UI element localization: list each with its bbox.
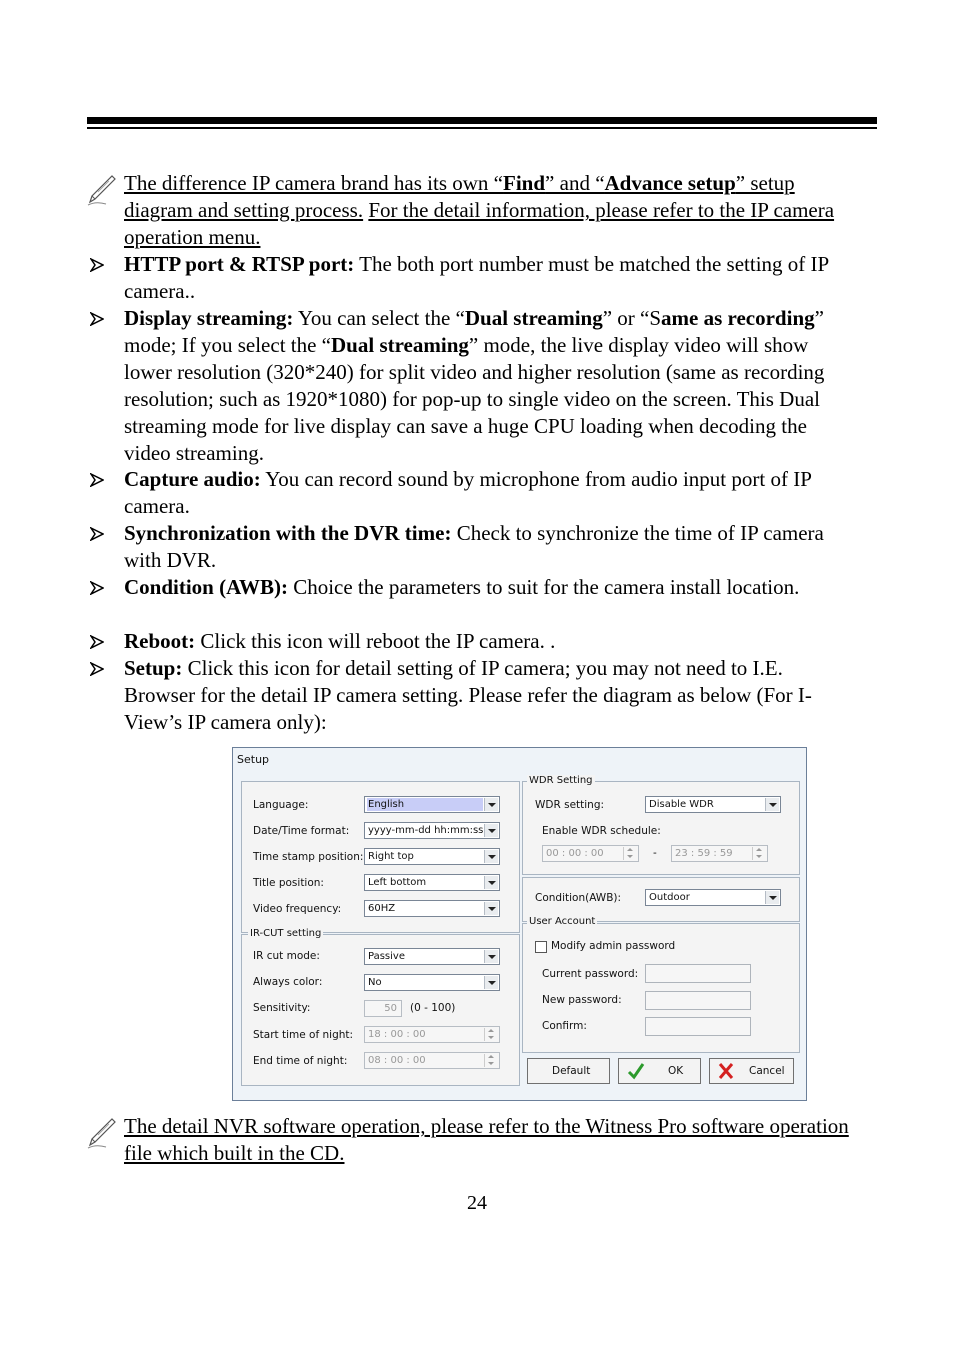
pen-note-icon <box>86 1115 118 1149</box>
bullet-reboot: Reboot: Click this icon will reboot the IP camera. . <box>90 628 830 655</box>
sensitivity-range: (0 - 100) <box>410 1002 456 1014</box>
chevron-down-icon <box>484 850 498 863</box>
note-find-advance: The difference IP camera brand has its own “Find” and “Advance setup” setup diagram and setting process. For the detail information, please refer to the IP camera operation menu. <box>124 171 835 249</box>
video-frequency-select[interactable]: 60HZ <box>364 900 500 917</box>
title-position-select[interactable]: Left bottom <box>364 874 500 891</box>
wdr-schedule-label: Enable WDR schedule: <box>542 825 661 837</box>
end-time-night-label: End time of night: <box>253 1055 348 1067</box>
always-color-label: Always color: <box>253 976 323 988</box>
arrow-bullet-icon <box>90 635 104 649</box>
current-password-input[interactable] <box>645 964 751 983</box>
ok-button[interactable]: OK <box>618 1058 701 1084</box>
user-account-group-label: User Account <box>529 916 596 927</box>
chevron-down-icon <box>484 824 498 837</box>
bullet-setup: Setup: Click this icon for detail setting of IP camera; you may not need to I.E. Browser for the detail IP camera setting. Please refer the diagram as below (For I-View’s IP camera only): <box>90 655 830 736</box>
chevron-down-icon <box>484 902 498 915</box>
checkmark-icon <box>627 1062 645 1080</box>
pen-note-icon <box>86 172 118 206</box>
video-frequency-label: Video frequency: <box>253 903 342 915</box>
arrow-bullet-icon <box>90 258 104 272</box>
dialog-title: Setup <box>237 753 270 766</box>
new-password-label: New password: <box>542 994 622 1006</box>
default-button[interactable]: Default <box>527 1058 610 1084</box>
wdr-to-time-input[interactable]: 23 : 59 : 59 <box>671 845 768 862</box>
timestamp-position-select[interactable]: Right top <box>364 848 500 865</box>
datetime-format-select[interactable]: yyyy-mm-dd hh:mm:ss <box>364 822 500 839</box>
arrow-bullet-icon <box>90 581 104 595</box>
cancel-x-icon <box>718 1062 734 1080</box>
chevron-down-icon <box>765 891 779 904</box>
start-time-night-input[interactable]: 18 : 00 : 00 <box>364 1026 500 1043</box>
title-position-label: Title position: <box>253 877 324 889</box>
wdr-setting-select[interactable]: Disable WDR <box>645 796 781 813</box>
page-number: 24 <box>467 1192 487 1214</box>
wdr-setting-label: WDR setting: <box>535 799 605 811</box>
chevron-down-icon <box>484 950 498 963</box>
modify-password-checkbox[interactable] <box>535 941 547 953</box>
wdr-group-label: WDR Setting <box>529 775 593 786</box>
end-time-night-input[interactable]: 08 : 00 : 00 <box>364 1052 500 1069</box>
condition-awb-label: Condition(AWB): <box>535 892 622 904</box>
confirm-password-label: Confirm: <box>542 1020 587 1032</box>
language-select[interactable]: English <box>364 796 500 813</box>
datetime-format-label: Date/Time format: <box>253 825 350 837</box>
start-time-night-label: Start time of night: <box>253 1029 354 1041</box>
spinner-arrows-icon <box>484 1028 498 1041</box>
bullet-display-streaming: Display streaming: You can select the “Dual streaming” or “Same as recording” mode; If you select the “Dual streaming” mode, the live display video will show lower resolution (320*240) for split video and higher resolution (same as recording resolution; such as 1920*1080) for pop-up to single video on the screen. This Dual streaming mode for live display can save a huge CPU loading when decoding the video streaming. <box>90 305 830 467</box>
current-password-label: Current password: <box>542 968 639 980</box>
ircut-mode-select[interactable]: Passive <box>364 948 500 965</box>
arrow-bullet-icon <box>90 662 104 676</box>
sensitivity-input[interactable]: 50 <box>364 1000 402 1017</box>
language-label: Language: <box>253 799 309 811</box>
always-color-select[interactable]: No <box>364 974 500 991</box>
chevron-down-icon <box>484 798 498 811</box>
cancel-button[interactable]: Cancel <box>709 1058 794 1084</box>
bullet-condition-awb: Condition (AWB): Choice the parameters to suit for the camera install location. <box>90 574 830 601</box>
arrow-bullet-icon <box>90 473 104 487</box>
chevron-down-icon <box>484 876 498 889</box>
condition-awb-select[interactable]: Outdoor <box>645 889 781 906</box>
header-rule-thick <box>87 117 877 124</box>
chevron-down-icon <box>484 976 498 989</box>
spinner-arrows-icon <box>752 847 766 860</box>
setup-dialog <box>232 747 807 1101</box>
bullet-http-port: HTTP port & RTSP port: The both port number must be matched the setting of IP camera.. <box>90 251 830 305</box>
chevron-down-icon <box>765 798 779 811</box>
bullet-capture-audio: Capture audio: You can record sound by microphone from audio input port of IP camera. <box>90 466 830 520</box>
arrow-bullet-icon <box>90 312 104 326</box>
ircut-group-label: IR-CUT setting <box>250 928 322 939</box>
new-password-input[interactable] <box>645 991 751 1010</box>
sensitivity-label: Sensitivity: <box>253 1002 311 1014</box>
bullet-sync-dvr-time: Synchronization with the DVR time: Check to synchronize the time of IP camera with DVR. <box>90 520 830 574</box>
confirm-password-input[interactable] <box>645 1017 751 1036</box>
ircut-mode-label: IR cut mode: <box>253 950 320 962</box>
header-rule-thin <box>87 127 877 129</box>
spinner-arrows-icon <box>484 1054 498 1067</box>
timestamp-position-label: Time stamp position: <box>253 851 364 863</box>
note-witness-pro: The detail NVR software operation, please refer to the Witness Pro software operation file which built in the CD. <box>124 1114 849 1165</box>
wdr-time-dash: - <box>653 847 657 859</box>
wdr-from-time-input[interactable]: 00 : 00 : 00 <box>542 845 639 862</box>
arrow-bullet-icon <box>90 527 104 541</box>
spinner-arrows-icon <box>623 847 637 860</box>
modify-password-label: Modify admin password <box>551 940 676 952</box>
